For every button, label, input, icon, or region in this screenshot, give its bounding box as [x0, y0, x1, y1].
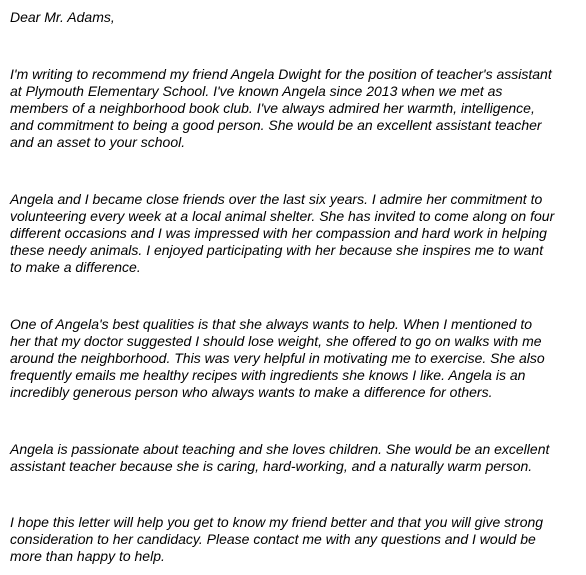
paragraph-line: more than happy to help. — [10, 548, 165, 564]
paragraph-line: Angela is passionate about teaching and she loves children. She would be an excellent — [10, 441, 550, 457]
paragraph-line: her that my doctor suggested I should lose weight, she offered to go on walks with me — [10, 333, 542, 349]
paragraph-teaching — [10, 441, 549, 475]
paragraph-closing — [10, 514, 543, 565]
salutation: Dear Mr. Adams, — [10, 9, 115, 25]
paragraph-line: incredibly generous person who always wants to make a difference for others. — [10, 384, 493, 400]
paragraph-line: and commitment to being a good person. She would be an excellent assistant teacher — [10, 117, 542, 133]
paragraph-line: I hope this letter will help you get to know my friend better and that you will give strong — [10, 514, 544, 530]
paragraph-line: assistant teacher because she is caring, hard-working, and a naturally warm person. — [10, 458, 533, 474]
paragraph-line: around the neighborhood. This was very helpful in motivating me to exercise. She also — [10, 350, 545, 366]
paragraph-qualities — [10, 316, 545, 401]
paragraph-line: at Plymouth Elementary School. I've known Angela since 2013 when we met as — [10, 83, 503, 99]
paragraph-line: different occasions and I was impressed with her compassion and hard work in helping — [10, 225, 547, 241]
paragraph-line: volunteering every week at a local animal shelter. She has invited to come along on four — [10, 208, 555, 224]
paragraph-line: to make a difference. — [10, 259, 141, 275]
paragraph-line: Angela and I became close friends over the last six years. I admire her commitment to — [10, 191, 543, 207]
paragraph-line: consideration to her candidacy. Please contact me with any questions and I would be — [10, 531, 536, 547]
paragraph-line: I'm writing to recommend my friend Angela Dwight for the position of teacher's assistant — [10, 66, 552, 82]
paragraph-line: members of a neighborhood book club. I've always admired her warmth, intelligence, — [10, 100, 535, 116]
paragraph-line: One of Angela's best qualities is that she always wants to help. When I mentioned to — [10, 316, 533, 332]
paragraph-line: frequently emails me healthy recipes with ingredients she knows I like. Angela is an — [10, 367, 526, 383]
paragraph-recommendation — [10, 66, 552, 151]
paragraph-line: these needy animals. I enjoyed participating with her because she inspires me to want — [10, 242, 544, 258]
paragraph-line: and an asset to your school. — [10, 134, 186, 150]
paragraph-friendship — [10, 191, 554, 276]
